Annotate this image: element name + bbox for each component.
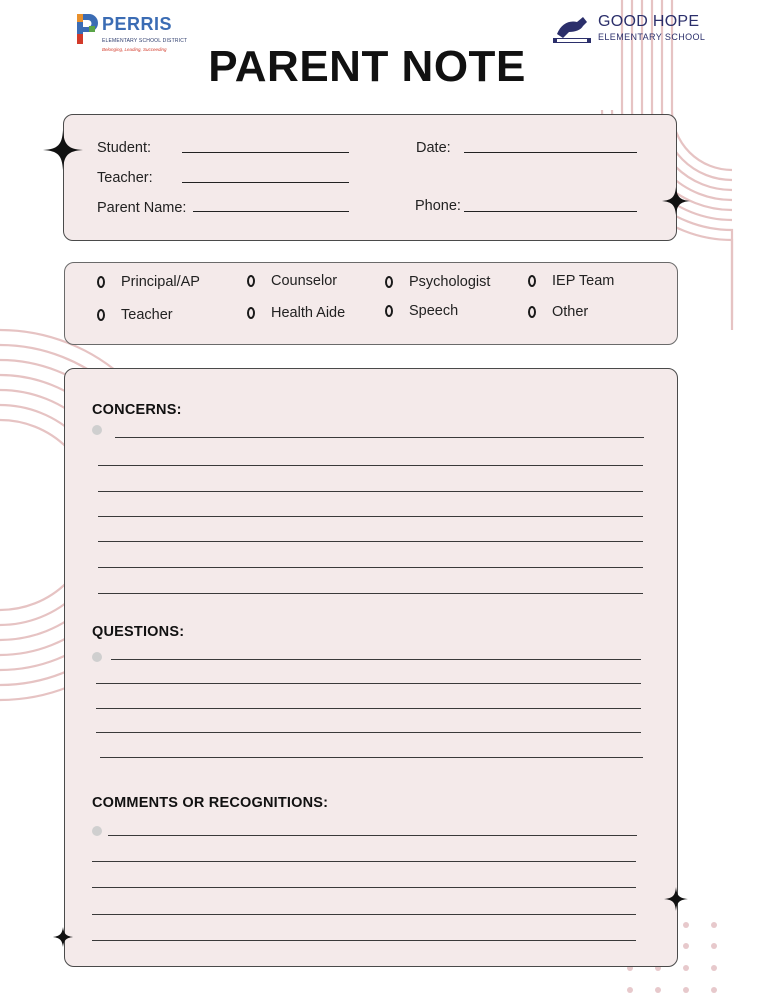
concerns-line[interactable] xyxy=(98,593,643,594)
good-hope-logo xyxy=(553,12,706,46)
option-teacher[interactable] xyxy=(97,307,173,323)
radio-circle-icon[interactable] xyxy=(385,305,393,317)
concerns-line[interactable] xyxy=(98,516,643,517)
concerns-line[interactable] xyxy=(98,567,643,568)
perris-brand-text: PERRIS xyxy=(102,14,173,34)
page-title: PARENT NOTE xyxy=(208,42,526,91)
option-speech[interactable] xyxy=(385,303,458,319)
radio-circle-icon[interactable] xyxy=(247,307,255,319)
option-label: IEP Team xyxy=(552,273,615,289)
option-principal-ap[interactable] xyxy=(97,274,200,290)
questions-line[interactable] xyxy=(111,659,641,660)
questions-line[interactable] xyxy=(96,683,641,684)
comments-heading: COMMENTS OR RECOGNITIONS: xyxy=(92,795,329,811)
option-label: Health Aide xyxy=(271,305,346,321)
parent-name-label: Parent Name: xyxy=(97,200,187,216)
school-subtitle: ELEMENTARY SCHOOL xyxy=(598,32,706,42)
perris-subtitle: ELEMENTARY SCHOOL DISTRICT xyxy=(102,38,188,44)
perris-tagline: Belonging, Leading, Succeeding xyxy=(102,47,167,52)
phone-label: Phone: xyxy=(415,198,461,214)
bullet-icon xyxy=(92,826,102,836)
radio-circle-icon[interactable] xyxy=(385,276,393,288)
student-field[interactable] xyxy=(182,152,349,153)
comments-line[interactable] xyxy=(92,861,636,862)
bullet-icon xyxy=(92,425,102,435)
phone-field[interactable] xyxy=(464,211,637,212)
notes-panel xyxy=(64,368,678,967)
option-label: Speech xyxy=(409,303,459,319)
sparkle-icon xyxy=(664,887,688,911)
concerns-line[interactable] xyxy=(98,491,643,492)
radio-circle-icon[interactable] xyxy=(247,275,255,287)
radio-circle-icon[interactable] xyxy=(528,275,536,287)
option-iep-team[interactable] xyxy=(528,273,614,289)
student-label: Student: xyxy=(97,140,152,156)
comments-line[interactable] xyxy=(108,835,637,836)
bullet-icon xyxy=(92,652,102,662)
mustang-icon xyxy=(553,14,593,44)
option-label: Principal/AP xyxy=(121,274,200,290)
concerns-line[interactable] xyxy=(98,465,643,466)
teacher-field[interactable] xyxy=(182,182,349,183)
option-label: Psychologist xyxy=(409,274,491,290)
questions-heading: QUESTIONS: xyxy=(92,624,185,640)
info-panel xyxy=(63,114,677,241)
comments-line[interactable] xyxy=(92,887,636,888)
comments-line[interactable] xyxy=(92,914,636,915)
teacher-label: Teacher: xyxy=(97,170,153,186)
date-field[interactable] xyxy=(464,152,637,153)
sparkle-icon xyxy=(662,187,690,215)
concerns-line[interactable] xyxy=(115,437,644,438)
comments-line[interactable] xyxy=(92,940,636,941)
questions-line[interactable] xyxy=(96,732,641,733)
option-psychologist[interactable] xyxy=(385,274,490,290)
radio-circle-icon[interactable] xyxy=(528,306,536,318)
radio-circle-icon[interactable] xyxy=(97,276,105,288)
parent-name-field[interactable] xyxy=(193,211,349,212)
school-name: GOOD HOPE xyxy=(598,13,700,30)
date-label: Date: xyxy=(416,140,451,156)
radio-circle-icon[interactable] xyxy=(97,309,105,321)
option-other[interactable] xyxy=(528,304,588,320)
questions-line[interactable] xyxy=(96,708,641,709)
option-counselor[interactable] xyxy=(247,273,337,289)
option-label: Teacher xyxy=(121,307,173,323)
concerns-line[interactable] xyxy=(98,541,643,542)
perris-p-icon xyxy=(74,12,100,46)
option-health-aide[interactable] xyxy=(247,305,345,321)
sparkle-icon xyxy=(53,927,73,947)
questions-line[interactable] xyxy=(100,757,643,758)
concerns-heading: CONCERNS: xyxy=(92,402,182,418)
sparkle-icon xyxy=(43,130,83,170)
option-label: Counselor xyxy=(271,273,338,289)
option-label: Other xyxy=(552,304,589,320)
